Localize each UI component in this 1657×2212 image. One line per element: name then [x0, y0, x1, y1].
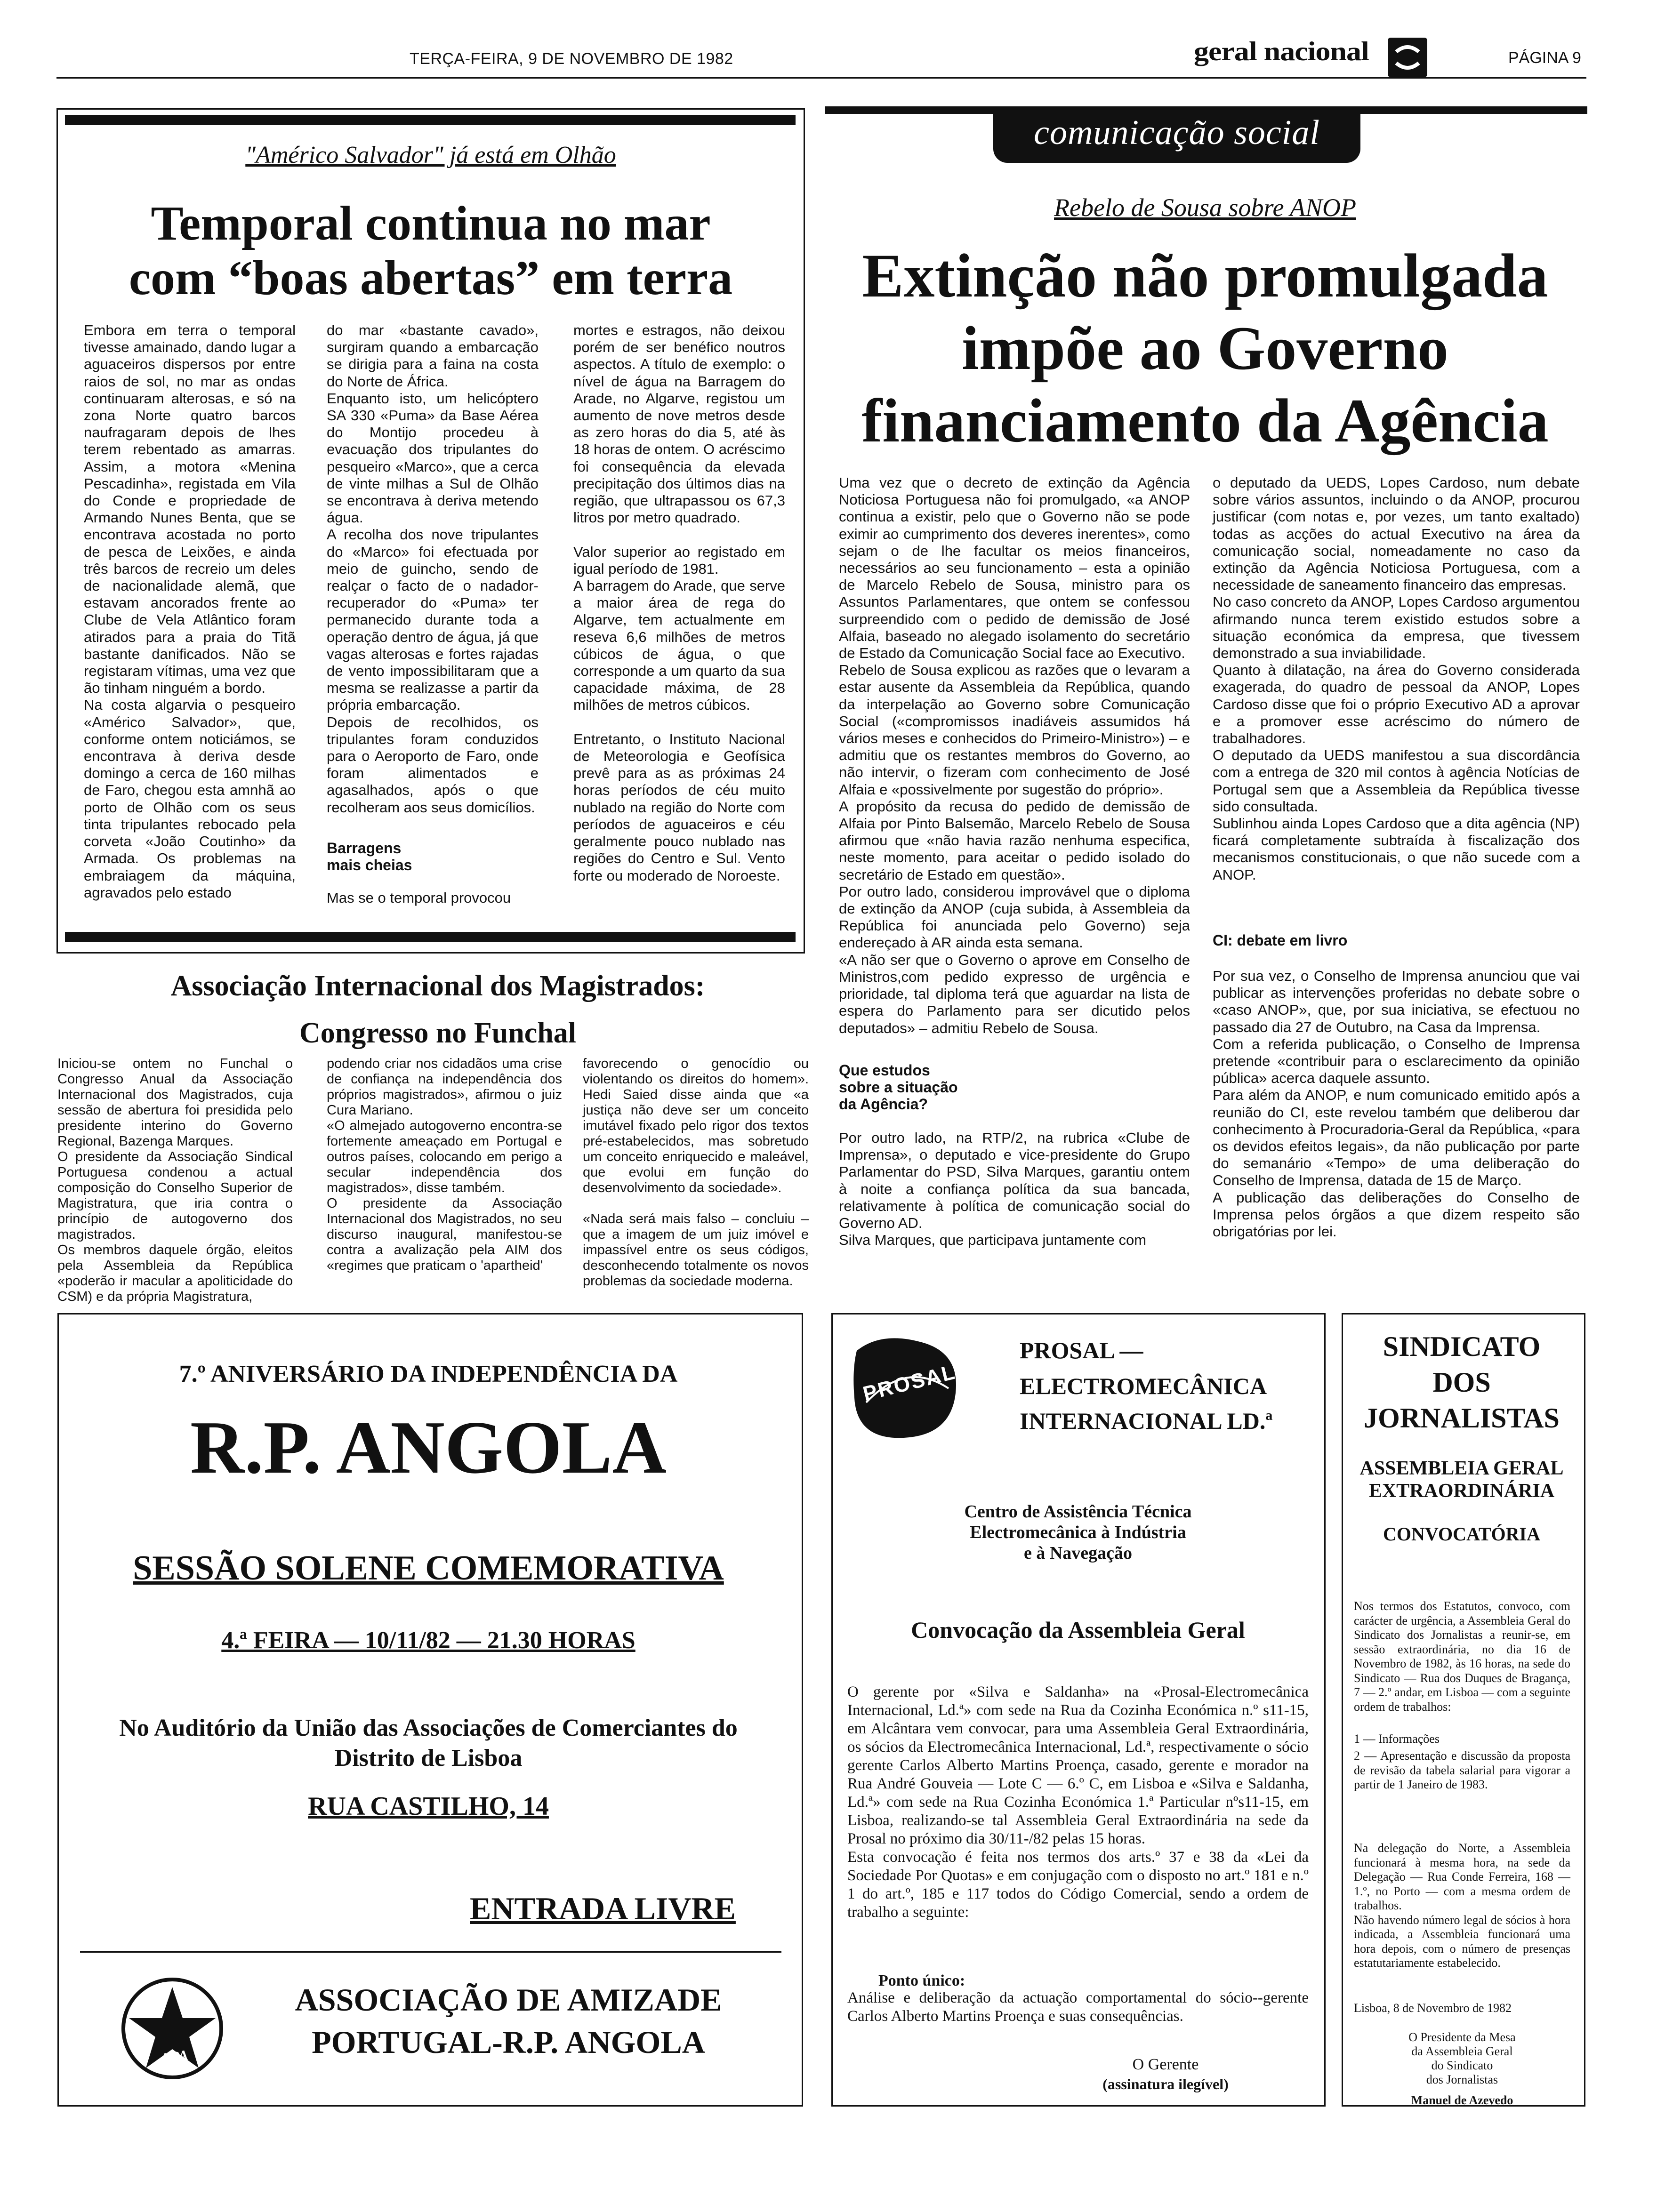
ad-sindicato-signer: Manuel de Azevedo: [1411, 2093, 1513, 2107]
article-storm-subhead: Barragens mais cheias: [327, 840, 412, 874]
ad-sindicato-sub-2: EXTRAORDINÁRIA: [1368, 1480, 1555, 1502]
header-date: TERÇA-FEIRA, 9 DE NOVEMBRO DE 1982: [410, 50, 733, 68]
ad-angola-line-1: 7.º ANIVERSÁRIO DA INDEPENDÊNCIA DA: [179, 1361, 678, 1387]
ad-angola-logo-text: APA: [159, 2046, 190, 2067]
ad-prosal-name-2: ELECTROMECÂNICA: [1020, 1373, 1267, 1399]
ad-prosal-signature-2: (assinatura ilegível): [1102, 2076, 1229, 2092]
ad-angola-line-5: No Auditório da União das Associações de Comerciantes do Distrito de Lisboa: [119, 1715, 738, 1771]
ad-prosal-name-1: PROSAL —: [1020, 1337, 1143, 1363]
ad-sindicato-sign-4: dos Jornalistas: [1426, 2073, 1498, 2086]
ad-angola-line-6: RUA CASTILHO, 14: [308, 1792, 549, 1821]
page-number: PÁGINA 9: [1508, 49, 1581, 67]
ad-angola-line-2: R.P. ANGOLA: [190, 1405, 667, 1489]
ad-angola-line-7: ENTRADA LIVRE: [470, 1891, 736, 1926]
ad-sindicato-sign-1: O Presidente da Mesa: [1408, 2030, 1516, 2044]
ad-prosal-logo-text: PROSAL: [861, 1360, 958, 1406]
ad-prosal-heading: Convocação da Assembleia Geral: [911, 1617, 1245, 1643]
article-magistrates-title-2: Congresso no Funchal: [299, 1017, 576, 1049]
ad-sindicato-title-3: JORNALISTAS: [1364, 1403, 1560, 1434]
ad-angola-divider: [80, 1951, 781, 1953]
header-rule: [56, 77, 1586, 79]
ad-prosal-signature-1: O Gerente: [1132, 2056, 1199, 2073]
article-magistrates-col-1: Iniciou-se ontem no Funchal o Congresso Anual da Associação Internacional dos Magistrados, cuja sessão de abertura foi presidida pelo presidente interino do Governo Regional, Bazenga Marques. O presidente da Associação Sindical Portuguesa condenou a actual composição do Conselho Superior de Magistratura, que iria contra o princípio de autogoverno dos magistrados. Os membros daquele órgão, eleitos pela Assembleia da República «poderão ir macular a apoliticidade do CSM) e da própria Magistratura,: [57, 1056, 293, 1304]
ad-prosal-body: O gerente por «Silva e Saldanha» na «Prosal-Electromecânica Internacional, Ld.ª» com sede na Rua da Cozinha Económica n.º s11-15, em Alcântara vem convocar, para uma Assembleia Geral Extraordinária, os sócios da Electromecânica Internacional, Ld.ª, respectivamente o sócio gerente Carlos Alberto Martins Proença, casado, gerente e morador na Rua André Gouveia — Lote C — 6.º C, em Lisboa e «Silva e Saldanha, Ld.ª» com sede na Rua Cozinha Económica 1.ª Particular nºs11-15, em Lisboa, realizando-se tal Assembleia Geral Extraordinária na sede da Prosal no próximo dia 30/11-/82 pelas 15 horas. Esta convocação é feita nos termos dos arts.º 37 e 38 da «Lei da Sociedade Por Quotas» e em conjugação com o disposto no art.º 181 e n.º 1 do art.º, 185 e 117 todos do Código Comercial, sendo a ordem de trabalho a seguinte:: [847, 1683, 1309, 1921]
media-section-banner-text: comunicação social: [1034, 113, 1320, 152]
article-storm-col-2: do mar «bastante cavado», surgiram quando a embarcação se dirigia para a faina na costa do Norte de África. Enquanto isto, um helicóptero SA 330 «Puma» da Base Aérea do Montijo procedeu à evacuação dos tripulantes do pesqueiro «Marco», que a cerca de vinte milhas a Sul de Olhão se encontrava à deriva metendo água. A recolha dos nove tripulantes do «Marco» foi efectuada por meio de guincho, sendo de realçar o facto de o nadador-recuperador do «Puma» ter permanecido durante toda a operação dentro de água, já que vagas alterosas e fortes rajadas de vento impossibilitaram que a mesma se realizasse a partir da própria embarcação. Depois de recolhidos, os tripulantes foram conduzidos para o Aeroporto de Faro, onde foram alimentados e agasalhados, após o que recolheram aos seus domicílios.: [327, 322, 539, 816]
ad-sindicato-item-1: 1 — Informações: [1354, 1732, 1440, 1746]
section-logo: geral nacional: [1194, 36, 1369, 66]
article-storm-title-1: Temporal continua no mar: [151, 196, 711, 250]
ad-sindicato-title-1: SINDICATO: [1383, 1331, 1541, 1362]
ad-sindicato-sub-1: ASSEMBLEIA GERAL: [1359, 1458, 1564, 1479]
article-storm-title-2: com “boas abertas” em terra: [129, 251, 733, 305]
media-article-col-1: Uma vez que o decreto de extinção da Agência Noticiosa Portuguesa não foi promulgado, «a ANOP continua a existir, pelo que o Governo não se pode eximir ao cumprimento dos deveres inerentes», como sejam o de lhe facultar os meios financeiros, necessários ao seu funcionamento – esta a opinião de Marcelo Rebelo de Sousa, ministro para os Assuntos Parlamentares, que ontem se confessou surpreendido com o pedido de demissão de José Alfaia, baseado no alegado isolamento do secretário de Estado da Comunicação Social face ao Executivo. Rebelo de Sousa explicou as razões que o levaram a estar ausente da Assembleia da República, quando da interpelação ao Governo sobre Comunicação Social («compromissos inadiáveis assumidos há vários meses e conhecidos do Primeiro-Ministro») – e admitiu que os restantes membros do Governo, ao não intervir, o fizeram com conhecimento de José Alfaia e «possivelmente por sugestão do próprio». A propósito da recusa do pedido de demissão de Alfaia por Pinto Balsemão, Marcelo Rebelo de Sousa afirmou que «não havia razão nenhuma especifica, neste momento, para aceitar o pedido isolado do secretário de Estado em questão». Por outro lado, considerou improvável que o diploma de extinção da ANOP (cuja subida, à Assembleia da República foi anunciada pelo Governo) seja endereçado à AR ainda esta semana. «A não ser que o Governo o aprove em Conselho de Ministros,com pedido expresso de urgência e prioridade, tal diploma terá que aguardar na lista de espera do Parlamento para ser dicutido pelos deputados» – admitiu Rebelo de Sousa.: [839, 474, 1190, 1036]
ad-prosal-sub-1: Centro de Assistência Técnica: [964, 1502, 1192, 1522]
article-storm-kicker: "Américo Salvador" já está em Olhão: [245, 142, 616, 168]
ad-prosal-sub-2: Electromecânica à Indústria: [970, 1523, 1186, 1542]
media-article-col-2: o deputado da UEDS, Lopes Cardoso, num debate sobre vários assuntos, incluindo o da ANOP, procurou justificar (com notas e, por vezes, um tanto exaltado) todas as acções do actual Executivo na área da comunicação social, nomeadamente no caso da extinção da Agência Noticiosa Portuguesa, com a necessidade de saneamento financeiro das empresas. No caso concreto da ANOP, Lopes Cardoso argumentou afirmando nunca terem existido estudos sobre a situação económica da empresa, que tivessem demonstrado a sua inviabilidade. Quanto à dilatação, na área do Governo considerada exagerada, do quadro de pessoal da ANOP, Lopes Cardoso disse que foi o próprio Executivo AD a aprovar e a promover esse acréscimo do número de trabalhadores. O deputado da UEDS manifestou a sua discordância com a entrega de 320 mil contos à agência Notícias de Portugal sem que a Assembleia da República tivesse sido consultada. Sublinhou ainda Lopes Cardoso que a dita agência (NP) ficará completamente subtraída à fiscalização dos mecanismos constitucionais, o que não sucede com a ANOP.: [1213, 474, 1580, 883]
article-storm-col-3: mortes e estragos, não deixou porém de ser benéfico noutros aspectos. A título de exemplo: o nível de água na Barragem do Arade, no Algarve, registou um aumento de nove metros desde as zero horas do dia 5, até às 18 horas de ontem. O acréscimo foi consequência da elevada precipitação dos últimos dias na região, que ultrapassou os 67,3 litros por metro quadrado. Valor superior ao registado em igual período de 1981. A barragem do Arade, que serve a maior área de rega do Algarve, tem actualmente em reseva 6,6 milhões de metros cúbicos de água, o que corresponde a um quarto da sua capacidade máxima, de 28 milhões de metros cúbicos. Entretanto, o Instituto Nacional de Meteorologia e Geofísica prevê para as as próximas 24 horas períodos de céu muito nublado na região do Norte com períodos de aguaceiros e céu geralmente pouco nublado nas regiões do Centro e Sul. Vento forte ou moderado de Noroeste.: [573, 322, 785, 884]
ad-angola-line-3: SESSÃO SOLENE COMEMORATIVA: [133, 1549, 724, 1587]
article-storm-col-1: Embora em terra o temporal tivesse amainado, dando lugar a aguaceiros dispersos por entre raios de sol, no mar as ondas continuaram alterosas, e só na zona Norte quatro barcos naufragaram depois de lhes terem rebentado as amarras. Assim, a motora «Menina Pescadinha», registada em Vila do Conde e propriedade de Armando Nunes Benta, que se encontrava acostada no porto de pesca de Leixões, e ainda três barcos de recreio um deles de nacionalidade alemã, que estavam ancorados frente ao Clube de Vela Atlântico foram atirados para a praia do Titã bastante danificados. Não se registaram vítimas, uma vez que ão tinham ninguém a bordo. Na costa algarvia o pesqueiro «Américo Salvador», que, conforme ontem noticiámos, se encontrava à deriva desde domingo a cerca de 160 milhas de Faro, chegou esta amnhã ao porto de Olhão com os seus tinta tripulantes rebocado pela corveta «João Coutinho» da Armada. Os problemas na embraiagem da máquina, agravados pelo estado: [84, 322, 296, 901]
article-storm-col-2-end: Mas se o temporal provocou: [327, 890, 511, 906]
ad-prosal-point-title: Ponto único:: [878, 1972, 965, 1989]
ad-prosal-sub-3: e à Navegação: [1023, 1543, 1133, 1563]
section-emblem-icon: [1388, 38, 1427, 77]
media-article-subhead-1: Que estudos sobre a situação da Agência?: [839, 1062, 958, 1113]
ad-sindicato-title-2: DOS: [1432, 1367, 1491, 1398]
article-magistrates-col-2: podendo criar nos cidadãos uma crise de confiança na independência dos próprios magistrados», afirmou o juiz Cura Mariano. «O almejado autogoverno encontra-se fortemente ameaçado em Portugal e outros países, colocando em perigo a secular independência dos magistrados», disse também. O presidente da Associação Internacional dos Magistrados, no seu discurso inaugural, manifestou-se contra a avalização pela AIM dos «regimes que praticam o 'apartheid': [327, 1056, 562, 1273]
ad-prosal-name-3: INTERNACIONAL LD.ª: [1020, 1408, 1273, 1434]
ad-angola-line-4: 4.ª FEIRA — 10/11/82 — 21.30 HORAS: [221, 1627, 635, 1654]
media-article-title-2: impõe ao Governo: [962, 313, 1448, 383]
media-article-col-1-end: Por outro lado, na RTP/2, na rubrica «Clube de Imprensa», o deputado e vice-presidente do Grupo Parlamentar do PSD, Silva Marques, garantiu ontem à noite a confiança política da sua bancada, relativamente à política de comunicação social do Governo AD. Silva Marques, que participava juntamente com: [839, 1130, 1190, 1249]
media-article-title-1: Extinção não promulgada: [862, 241, 1548, 310]
article-magistrates-col-3: favorecendo o genocídio ou violentando os direitos do homem». Hedi Saied disse ainda que «a justiça não deve ser um conceito imutável fixado pelo rigor dos textos pré-estabelecidos, mas sobretudo um conceito enriquecido e maleável, que evolui em função do desenvolvimento da sociedade». «Nada será mais falso – concluiu – que a imagem de um juiz imóvel e impassível entre os seus códigos, desconhecendo totalmente os novos problemas da sociedade moderna.: [583, 1056, 809, 1289]
ad-prosal-point-body: Análise e deliberação da actuação comportamental do sócio--gerente Carlos Alberto Martins Proença e suas consequências.: [847, 1989, 1309, 2025]
ad-angola-line-8: ASSOCIAÇÃO DE AMIZADE: [295, 1982, 722, 2018]
ad-sindicato-body-1: Nos termos dos Estatutos, convoco, com carácter de urgência, a Assembleia Geral do Sindicato dos Jornalistas a reunir-se, em sessão extraordinária, no dia 16 de Novembro de 1982, às 16 horas, na sede do Sindicato — Rua dos Duques de Bragança, 7 — 2.º andar, em Lisboa — com a seguinte ordem de trabalhos:: [1354, 1599, 1570, 1714]
ad-sindicato-item-2: 2 — Apresentação e discussão da proposta de revisão da tabela salarial para vigorar a partir de 1 Janeiro de 1983.: [1354, 1749, 1570, 1791]
ad-sindicato-heading: CONVOCATÓRIA: [1383, 1523, 1541, 1545]
ad-sindicato-sign-2: da Assembleia Geral: [1411, 2044, 1513, 2058]
ad-angola-line-9: PORTUGAL-R.P. ANGOLA: [312, 2024, 705, 2060]
media-article-col-2-end: Por sua vez, o Conselho de Imprensa anunciou que vai publicar as intervenções proferidas no debate sobre o «caso ANOP», que, por sua iniciativa, se efectuou no passado dia 27 de Outubro, na Casa da Imprensa. Com a referida publicação, o Conselho de Imprensa pretende «contribuir para o esclarecimento da opinião pública» acerca daquele assunto. Para além da ANOP, e num comunicado emitido após a reunião do CI, este revelou também que deliberou dar conhecimento à Procuradoria-Geral da República, «para os devidos efeitos legais», da não publicação por parte do semanário «Tempo» de uma deliberação do Conselho de Imprensa, datada de 15 de Março. A publicação das deliberações do Conselho de Imprensa pelos órgãos a que dizem respeito são obrigatórias por lei.: [1213, 968, 1580, 1240]
ad-sindicato-sign-3: do Sindicato: [1431, 2059, 1493, 2072]
article-storm-top-bar: [65, 115, 796, 125]
media-article-title-3: financiamento da Agência: [861, 386, 1549, 455]
article-magistrates-title-1: Associação Internacional dos Magistrados:: [170, 970, 705, 1002]
media-article-subhead-2: CI: debate em livro: [1213, 932, 1348, 949]
ad-sindicato-body-2: Na delegação do Norte, a Assembleia funcionará à mesma hora, na sede da Delegação — Rua Conde Ferreira, 168 — 1.º, no Porto — com a mesma ordem de trabalhos. Não havendo número legal de sócios à hora indicada, a Assembleia funcionará uma hora depois, com o número de presenças estatutariamente estabelecido.: [1354, 1841, 1570, 1970]
ad-sindicato-date: Lisboa, 8 de Novembro de 1982: [1354, 2001, 1512, 2015]
article-storm-bottom-bar: [65, 932, 796, 942]
media-article-kicker: Rebelo de Sousa sobre ANOP: [1054, 193, 1356, 222]
